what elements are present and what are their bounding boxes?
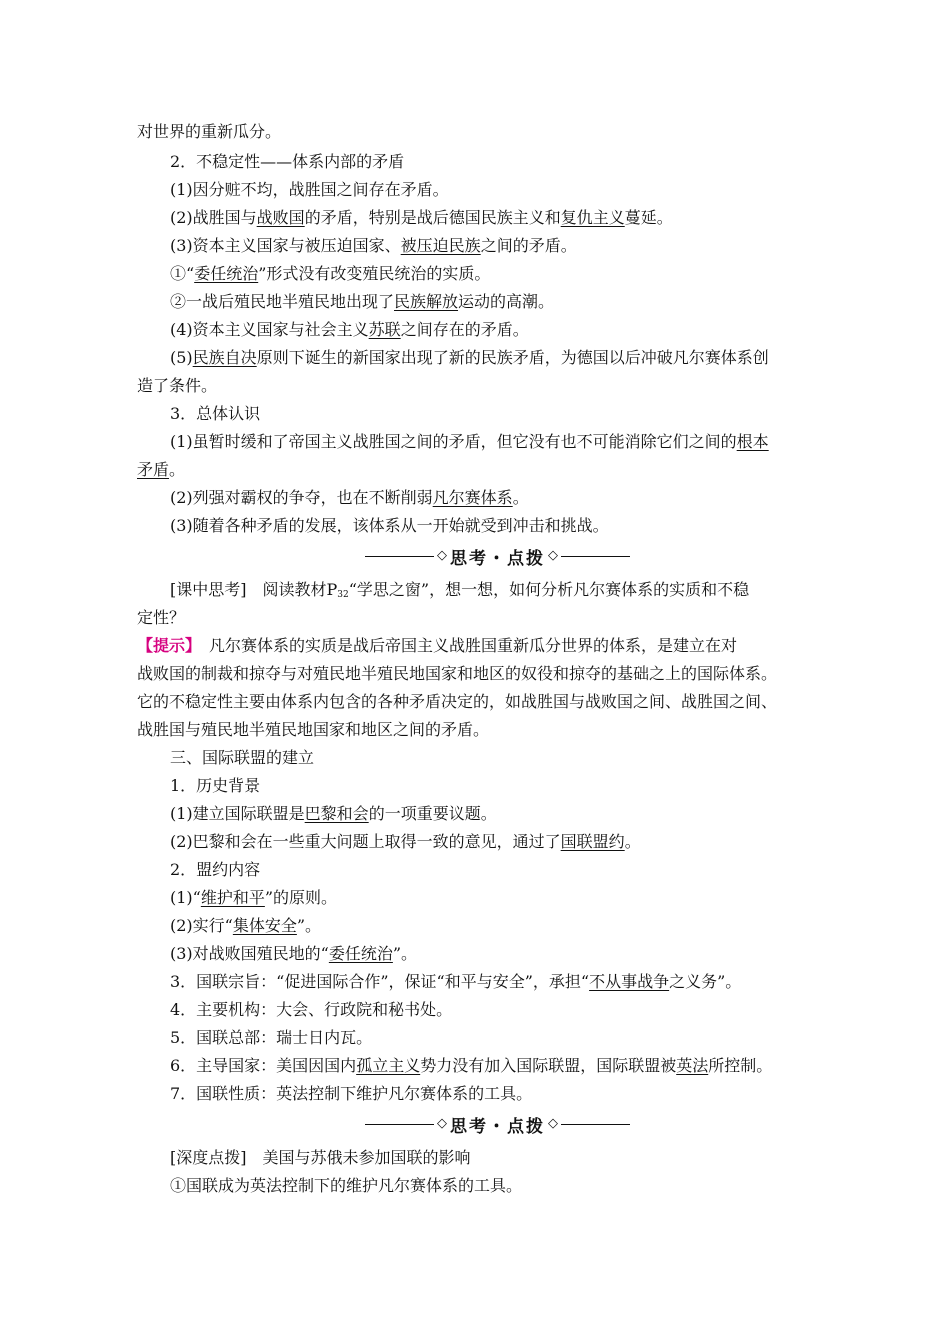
divider-title: 思考・点拨 (450, 1116, 545, 1137)
text-line (170, 832, 850, 852)
divider-line (365, 1124, 434, 1125)
hint-line: 战胜国与殖民地半殖民地国家和地区之间的矛盾。 (137, 720, 490, 739)
text-line (170, 916, 850, 936)
question-line: 定性？ (137, 608, 186, 627)
subheading: 2．不稳定性——体系内部的矛盾 (170, 152, 405, 171)
text-line (170, 944, 850, 964)
text: ”形式没有改变殖民统治的实质。 (258, 264, 491, 283)
underlined-term: 委任统治 (194, 264, 259, 283)
hint-label: 【提示】 (137, 636, 194, 655)
diamond-icon: ◇ (437, 1116, 447, 1131)
underlined-term: 国联盟约 (560, 832, 625, 851)
text: (2)巴黎和会在一些重大问题上取得一致的意见，通过了 (170, 832, 561, 851)
subheading: 3．总体认识 (170, 404, 261, 423)
text-line: 7．国联性质：英法控制下维护凡尔赛体系的工具。 (170, 1084, 533, 1103)
text-line (137, 460, 817, 480)
hint-line (137, 636, 817, 656)
text-line (170, 236, 850, 256)
text: ”。 (392, 944, 418, 963)
text: ①“ (170, 264, 195, 283)
text: (2)战胜国与 (170, 208, 257, 227)
underlined-term: 孤立主义 (356, 1056, 421, 1075)
underlined-term: 委任统治 (328, 944, 393, 963)
diamond-icon: ◇ (548, 548, 558, 563)
text: (5) (170, 348, 193, 367)
hint-line: 战败国的制裁和掠夺与对殖民地半殖民地国家和地区的奴役和掠夺的基础之上的国际体系。 (137, 664, 778, 683)
text: 运动的高潮。 (458, 292, 555, 311)
text: (2)实行“ (170, 916, 233, 935)
text: 。 (512, 488, 529, 507)
text: (3)对战败国殖民地的“ (170, 944, 329, 963)
text: 。 (624, 832, 641, 851)
text: [课中思考] 阅读教材P (170, 580, 338, 599)
question-line (170, 580, 850, 605)
divider-title: 思考・点拨 (450, 548, 545, 569)
text-line: (3)随着各种矛盾的发展，该体系从一开始就受到冲击和挑战。 (170, 516, 609, 535)
text: 之间的矛盾。 (480, 236, 577, 255)
diamond-icon: ◇ (437, 548, 447, 563)
text-line (170, 972, 850, 992)
text-line (170, 488, 850, 508)
text-line: [深度点拨] 美国与苏俄未参加国联的影响 (170, 1148, 471, 1167)
text: “学思之窗”，想一想，如何分析凡尔赛体系的实质和不稳 (348, 580, 750, 599)
text: (4)资本主义国家与社会主义 (170, 320, 369, 339)
text: 之义务”。 (669, 972, 742, 991)
text-line (170, 1056, 850, 1076)
underlined-term: 战败国 (256, 208, 305, 227)
subheading: 1．历史背景 (170, 776, 261, 795)
diamond-icon: ◇ (548, 1116, 558, 1131)
hint-line: 它的不稳定性主要由体系内包含的各种矛盾决定的，如战胜国与战败国之间、战胜国之间、 (137, 692, 778, 711)
text: 原则下诞生的新国家出现了新的民族矛盾，为德国以后冲破凡尔赛体系创 (256, 348, 769, 367)
text: (2)列强对霸权的争夺，也在不断削弱 (170, 488, 433, 507)
underlined-term: 被压迫民族 (400, 236, 481, 255)
text-line: ①国联成为英法控制下的维护凡尔赛体系的工具。 (170, 1176, 523, 1195)
text: 的一项重要议题。 (368, 804, 497, 823)
text-line: 5．国联总部：瑞士日内瓦。 (170, 1028, 373, 1047)
underlined-term: 不从事战争 (589, 972, 670, 991)
underlined-term: 凡尔赛体系 (432, 488, 513, 507)
section-divider (365, 1112, 630, 1136)
underlined-term: 苏联 (368, 320, 401, 339)
text-line: 对世界的重新瓜分。 (137, 122, 282, 141)
text-line (170, 804, 850, 824)
divider-line (561, 1124, 630, 1125)
text: 的矛盾，特别是战后德国民族主义和 (304, 208, 561, 227)
text-line (170, 292, 850, 312)
text: 所控制。 (708, 1056, 773, 1075)
text: 3．国联宗旨：“促进国际合作”，保证“和平与安全”，承担“ (170, 972, 590, 991)
text-line (170, 320, 850, 340)
text-line (170, 264, 850, 284)
text: 势力没有加入国际联盟，国际联盟被 (420, 1056, 677, 1075)
underlined-term: 矛盾 (137, 460, 170, 479)
text: (1)“ (170, 888, 201, 907)
divider-line (365, 556, 434, 557)
subheading: 2．盟约内容 (170, 860, 261, 879)
text-line (170, 208, 850, 228)
text-line: (1)因分赃不均，战胜国之间存在矛盾。 (170, 180, 449, 199)
text: 之间存在的矛盾。 (400, 320, 529, 339)
text: 。 (169, 460, 186, 479)
text: (1)建立国际联盟是 (170, 804, 305, 823)
text-line (170, 348, 850, 368)
page-subscript: 32 (337, 590, 349, 600)
underlined-term: 根本 (736, 432, 769, 451)
text: 6．主导国家：美国因国内 (170, 1056, 357, 1075)
section-heading: 三、国际联盟的建立 (170, 748, 315, 767)
underlined-term: 维护和平 (200, 888, 265, 907)
divider-line (561, 556, 630, 557)
text: (1)虽暂时缓和了帝国主义战胜国之间的矛盾，但它没有也不可能消除它们之间的 (170, 432, 737, 451)
underlined-term: 复仇主义 (560, 208, 625, 227)
text-line (170, 888, 850, 908)
underlined-term: 集体安全 (232, 916, 297, 935)
text: ②一战后殖民地半殖民地出现了 (170, 292, 395, 311)
underlined-term: 英法 (676, 1056, 709, 1075)
text-line: 4．主要机构：大会、行政院和秘书处。 (170, 1000, 453, 1019)
text-line: 造了条件。 (137, 376, 218, 395)
underlined-term: 巴黎和会 (304, 804, 369, 823)
text: ”的原则。 (264, 888, 338, 907)
text: ”。 (296, 916, 322, 935)
text-line (170, 432, 850, 452)
underlined-term: 民族自决 (192, 348, 257, 367)
section-divider (365, 544, 630, 568)
text: 蔓延。 (624, 208, 673, 227)
text: (3)资本主义国家与被压迫国家、 (170, 236, 401, 255)
underlined-term: 民族解放 (394, 292, 459, 311)
text: 凡尔赛体系的实质是战后帝国主义战胜国重新瓜分世界的体系，是建立在对 (193, 636, 738, 655)
